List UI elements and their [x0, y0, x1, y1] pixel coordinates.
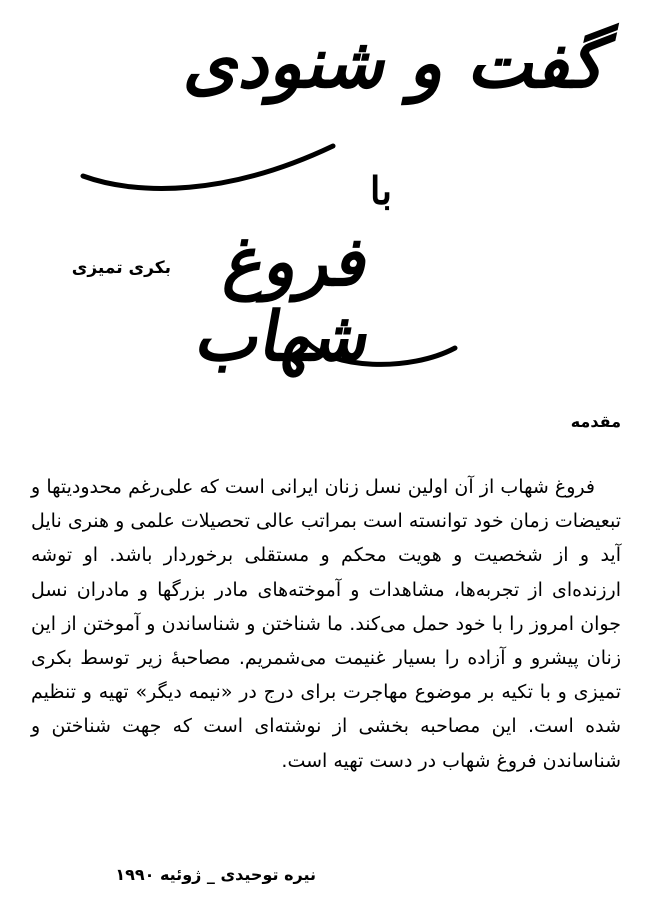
- body-paragraph-text: فروغ شهاب از آن اولین نسل زنان ایرانی است که علی‌رغم محدودیتها و تبعیضات زمان خود توانسته است بمراتب عالی تحصیلات علمی و هنری نایل آید و از شخصیت و هویت محکم و مستقلی برخوردار باشد. او توشه ارزنده‌ای از تجربه‌ها، مشاهدات و آموخته‌های مادر بزرگها و مادران نسل جوان امروز را با خود حمل می‌کند. ما شناختن و شناساندن و آموختن از این زنان پیشرو و آزاده را بسیار غنیمت می‌شمریم. مصاحبهٔ زیر توسط بکری تمیزی و با تکیه بر موضوع مهاجرت برای درج در «نیمه دیگر» تهیه و تنظیم شده است. این مصاحبه بخشی از نوشته‌ای است که جهت شناختن و شناساندن فروغ شهاب در دست تهیه است.: [31, 476, 621, 772]
- title-connector: با: [369, 168, 393, 213]
- author-name: بکری تمیزی: [71, 258, 171, 278]
- signature-line: نیره توحیدی _ ژوئیه ۱۹۹۰: [115, 865, 316, 884]
- section-heading: مقدمه: [570, 412, 621, 431]
- page-title: گفت و شنودی: [178, 21, 619, 104]
- body-paragraph: [31, 470, 621, 778]
- interviewee-name: فروغ شهاب: [190, 222, 379, 377]
